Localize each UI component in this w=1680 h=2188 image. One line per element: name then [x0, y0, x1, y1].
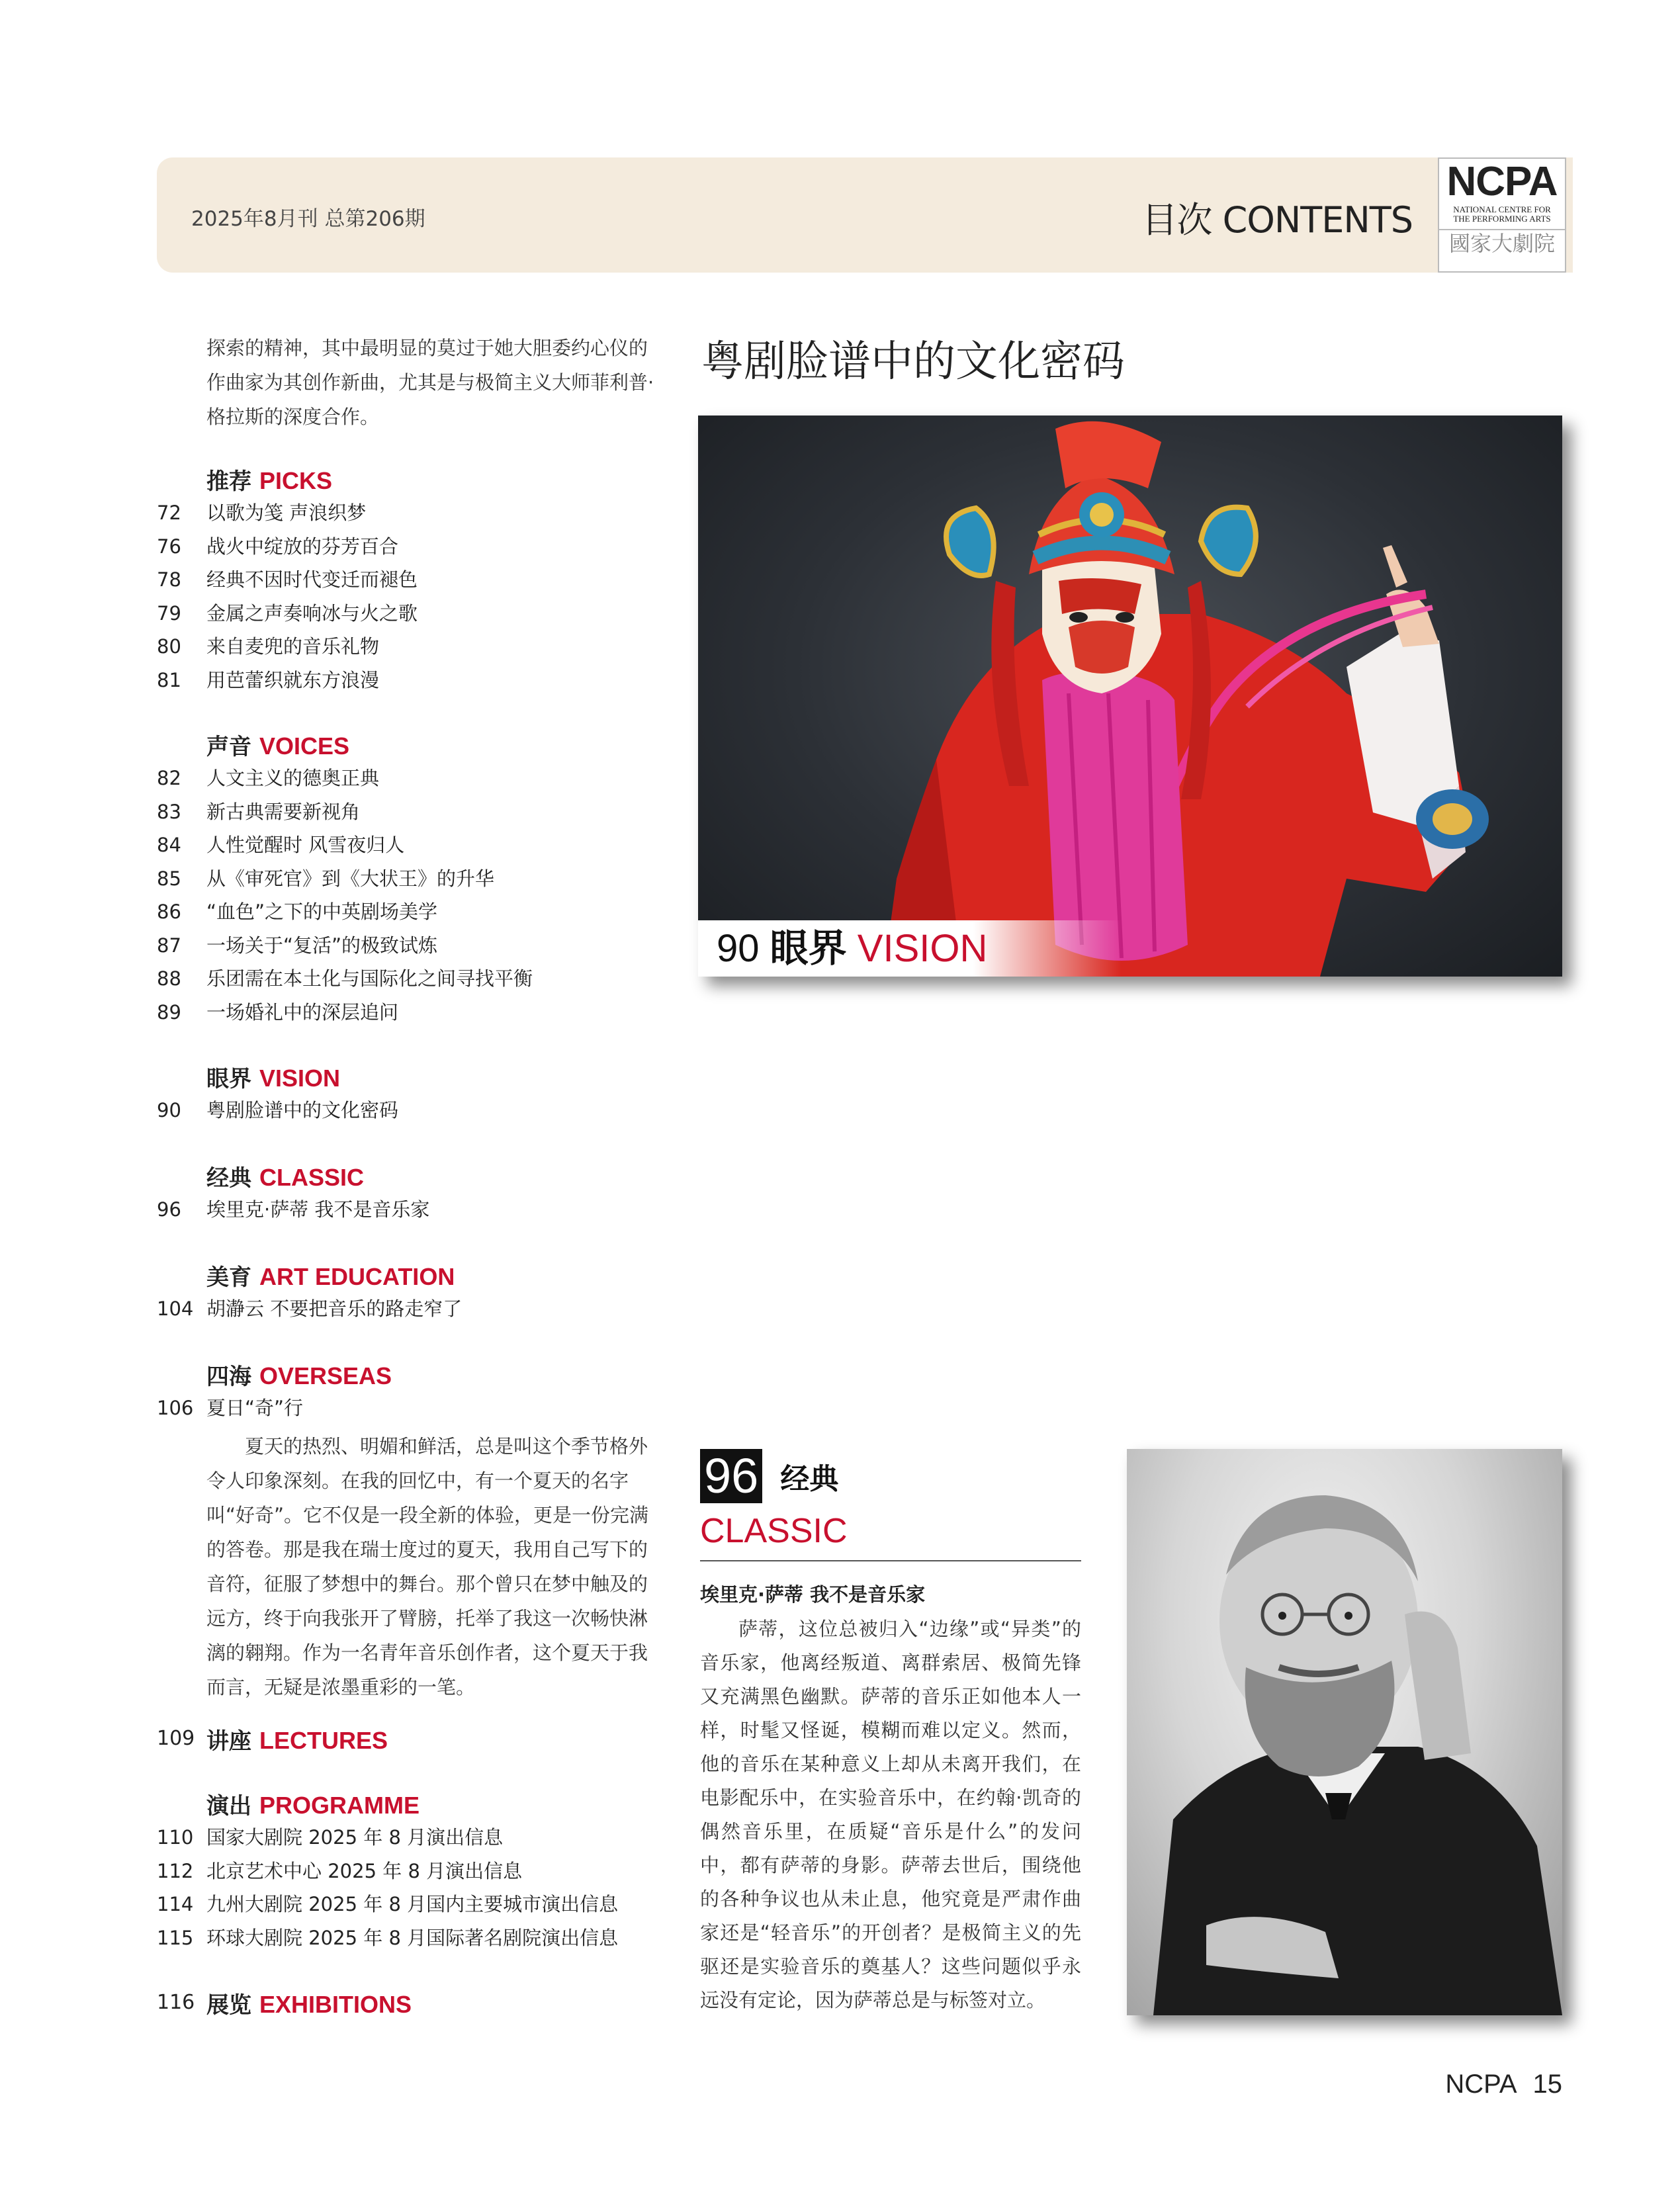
intro-text: 探索的精神，其中最明显的莫过于她大胆委约心仪的作曲家为其创作新曲，尤其是与极简主义大师菲利普·格拉斯的深度合作。 [206, 337, 654, 428]
section-page-number: 116 [157, 1991, 195, 2014]
logo-line-1: NATIONAL CENTRE FOR [1453, 204, 1551, 214]
section-title: 声音 VOICES [206, 732, 350, 760]
toc-item[interactable]: 79 金属之声奏响冰与火之歌 [157, 601, 418, 625]
toc-item[interactable]: 80 来自麦兜的音乐礼物 [157, 635, 380, 658]
section-page-number: 109 [157, 1727, 195, 1750]
toc-item[interactable]: 84 人性觉醒时 风雪夜归人 [157, 834, 405, 856]
toc-exhibitions[interactable] [157, 1987, 660, 2020]
section-title: 眼界 VISION [206, 1065, 341, 1092]
classic-title-cn: 经典 [780, 1462, 839, 1496]
toc-item[interactable]: 110 国家大剧院 2025 年 8 月演出信息 [157, 1826, 504, 1849]
toc-programme [157, 1788, 660, 1954]
section-heading [157, 463, 660, 496]
section-title: 演出 PROGRAMME [206, 1792, 420, 1819]
vision-label [698, 920, 1122, 977]
opera-performer-photo[interactable] [698, 416, 1562, 977]
section-heading [157, 1061, 660, 1094]
section-heading [157, 728, 660, 762]
section-title: 展览 EXHIBITIONS [206, 1991, 412, 2019]
toc-item[interactable]: 87 一场关于“复活”的极致试炼 [157, 934, 438, 957]
toc-item[interactable]: 82 人文主义的德奥正典 [157, 767, 380, 789]
toc-item[interactable]: 72 以歌为笺 声浪织梦 [157, 502, 367, 524]
opera-illustration [698, 416, 1562, 977]
vision-label-cn: 眼界 [770, 926, 847, 971]
section-title: 推荐 PICKS [206, 467, 333, 495]
section-heading [157, 1358, 660, 1391]
section-title: 四海 OVERSEAS [206, 1362, 392, 1390]
page-footer [1445, 2070, 1562, 2099]
toc-item[interactable]: 89 一场婚礼中的深层追问 [157, 1000, 399, 1024]
toc-classic [157, 1160, 660, 1227]
classic-subtitle: 埃里克·萨蒂 我不是音乐家 [700, 1583, 926, 1606]
feature-classic [700, 1449, 1081, 2017]
toc-item[interactable]: 115 环球大剧院 2025 年 8 月国际著名剧院演出信息 [157, 1926, 619, 1949]
toc-picks [157, 463, 660, 697]
toc-item[interactable]: 85 从《审死官》到《大状王》的升华 [157, 867, 495, 890]
logo-chinese: 國家大劇院 [1439, 229, 1565, 257]
classic-title-en: CLASSIC [700, 1512, 848, 1550]
toc-art-education [157, 1259, 660, 1326]
toc-item[interactable]: 76 战火中绽放的芬芳百合 [157, 535, 399, 558]
toc-item[interactable]: 83 新古典需要新视角 [157, 800, 361, 823]
toc-item[interactable]: 112 北京艺术中心 2025 年 8 月演出信息 [157, 1859, 523, 1882]
classic-page-number: 96 [700, 1449, 762, 1503]
divider [700, 1560, 1081, 1561]
contents-title: 目次 CONTENTS [1141, 199, 1413, 241]
toc-lectures[interactable] [157, 1723, 660, 1756]
toc-item[interactable]: 88 乐团需在本土化与国际化之间寻找平衡 [157, 967, 533, 990]
section-heading [157, 1987, 660, 2020]
issue-info: 2025年8月刊 总第206期 [191, 207, 425, 231]
vision-label-number: 90 [717, 927, 760, 970]
footer-brand: NCPA [1445, 2070, 1517, 2099]
logo-line-2: THE PERFORMING ARTS [1453, 214, 1551, 224]
section-heading [157, 1788, 660, 1821]
section-heading [157, 1160, 660, 1193]
toc-vision [157, 1061, 660, 1127]
toc-voices [157, 728, 660, 1029]
feature-vision-title: 粤剧脸谱中的文化密码 [701, 337, 1125, 386]
toc-overseas [157, 1358, 660, 1704]
toc-item[interactable]: 86 “血色”之下的中英剧场美学 [157, 900, 438, 923]
section-title: 讲座 LECTURES [206, 1727, 388, 1755]
section-title: 经典 CLASSIC [206, 1164, 365, 1192]
toc-item[interactable]: 114 九州大剧院 2025 年 8 月国内主要城市演出信息 [157, 1893, 619, 1915]
logo-wordmark: NCPA [1446, 159, 1558, 204]
toc-item[interactable]: 81 用芭蕾织就东方浪漫 [157, 668, 380, 691]
section-heading [157, 1259, 660, 1292]
toc-item[interactable]: 90 粤剧脸谱中的文化密码 [157, 1099, 399, 1121]
toc-item[interactable]: 96 埃里克·萨蒂 我不是音乐家 [157, 1198, 430, 1221]
section-title: 美育 ART EDUCATION [206, 1263, 455, 1291]
section-heading [157, 1723, 660, 1756]
overseas-summary: 夏天的热烈、明媚和鲜活，总是叫这个季节格外令人印象深刻。在我的回忆中，有一个夏天的名字叫“好奇”。它不仅是一段全新的体验，更是一份完满的答卷。那是我在瑞士度过的夏天，我用自己写下的音符，征服了梦想中的舞台。那个曾只在梦中触及的远方，终于向我张开了臂膀，托举了我这一次畅快淋漓的翱翔。作为一名青年音乐创作者，这个夏天于我而言，无疑是浓墨重彩的一笔。 [206, 1434, 649, 1698]
portrait-illustration [1127, 1449, 1562, 2015]
classic-summary: 萨蒂，这位总被归入“边缘”或“异类”的音乐家，他离经叛道、离群索居、极简先锋又充满黑色幽默。萨蒂的音乐正如他本人一样，时髦又怪诞，模糊而难以定义。然而，他的音乐在某种意义上却从未离开我们，在电影配乐中，在实验音乐中，在约翰·凯奇的偶然音乐里，在质疑“音乐是什么”的发问中，都有萨蒂的身影。萨蒂去世后，围绕他的各种争议也从未止息，他究竟是严肃作曲家还是“轻音乐”的开创者？是极简主义的先驱还是实验音乐的奠基人？这些问题似乎永远没有定论，因为萨蒂总是与标签对立。 [700, 1618, 1081, 2011]
satie-portrait-photo[interactable] [1127, 1449, 1562, 2015]
toc-item[interactable]: 104 胡瀞云 不要把音乐的路走窄了 [157, 1297, 463, 1320]
vision-label-en: VISION [857, 927, 988, 970]
ncpa-logo [1438, 157, 1566, 273]
toc-item[interactable]: 106 夏日“奇”行 [157, 1397, 304, 1419]
page-number: 15 [1532, 2070, 1562, 2099]
toc-item[interactable]: 78 经典不因时代变迁而褪色 [157, 568, 418, 591]
